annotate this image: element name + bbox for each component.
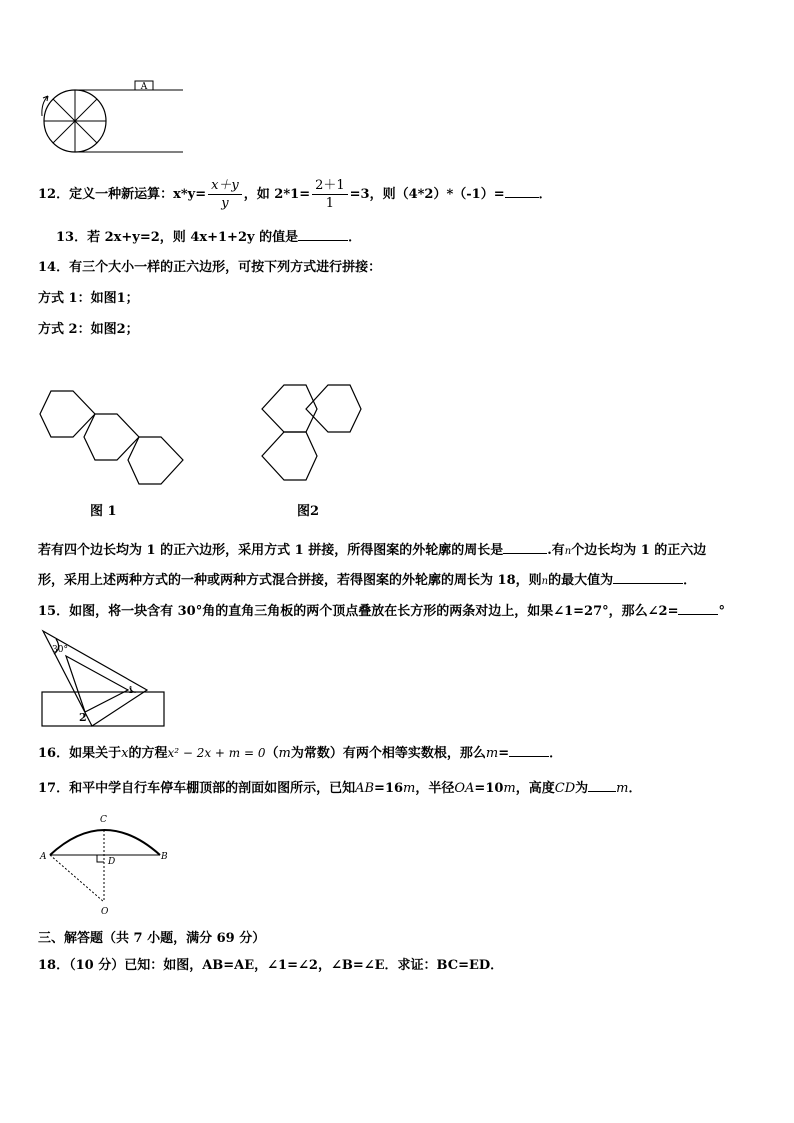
q14-line-2: 形，采用上述两种方式的一种或两种方式混合拼接，若得图案的外轮廓的周长为 18，则n的最大值为 ． — [38, 573, 697, 588]
q12-suffix: =3，则（4*2）*（-1）= — [349, 187, 505, 202]
box-a-label: A — [140, 82, 148, 92]
question-16: 16．如果关于x的方程x² − 2x + m = 0（m为常数）有两个相等实数根，那么m= ． — [38, 746, 563, 761]
q14-way-2: 方式 2：如图2； — [38, 322, 139, 337]
figure-2-caption: 图2 — [297, 504, 320, 519]
question-12: 12．定义一种新运算：x*y= $\frac{x+y}{y}$ ，如 2*1= $\frac{2+1}{1}$ =3，则（4*2）*（-1）= ． — [38, 178, 552, 211]
point-c-label: C — [100, 815, 107, 825]
question-14: 14．有三个大小一样的正六边形，可按下列方式进行拼接： — [38, 260, 382, 275]
point-d-label: D — [108, 857, 116, 867]
point-a-label: A — [40, 852, 47, 862]
question-15: 15．如图，将一块含有 30°角的直角三角板的两个顶点叠放在长方形的两条对边上，如果∠1=27°，那么∠2= ° — [38, 604, 725, 619]
section-3-heading: 三、解答题（共 7 小题，满分 69 分） — [38, 931, 266, 946]
angle-2-label: 2 — [79, 711, 87, 724]
point-o-label: O — [101, 907, 109, 917]
q12-prefix: 12．定义一种新运算：x*y= — [38, 187, 207, 202]
q14-way-1: 方式 1：如图1； — [38, 291, 139, 306]
figure-1-caption: 图 1 — [90, 504, 117, 519]
question-18: 18．（10 分）已知：如图，AB=AE，∠1=∠2，∠B=∠E．求证：BC=ED． — [38, 958, 504, 973]
q16-equation: x² − 2x + m = 0 — [167, 746, 266, 760]
q12-example-fraction: $\frac{2+1}{1}$ — [312, 177, 348, 212]
angle-1-label: 1 — [128, 686, 134, 696]
angle-30-label: 30° — [52, 645, 68, 655]
q14-line-1: 若有四个边长均为 1 的正六边形，采用方式 1 拼接，所得图案的外轮廓的周长是 .有n个边长均为 1 的正六边 — [38, 543, 707, 558]
question-17: 17．和平中学自行车停车棚顶部的剖面如图所示，已知AB=16m，半径OA=10m，高度CD为 m． — [38, 781, 642, 796]
question-13: 13．若 2x+y=2，则 4x+1+2y 的值是 ． — [56, 230, 362, 245]
point-b-label: B — [161, 852, 168, 862]
q12-mid: ，如 2*1= — [243, 187, 311, 202]
q12-fraction: $\frac{x+y}{y}$ — [208, 177, 242, 212]
